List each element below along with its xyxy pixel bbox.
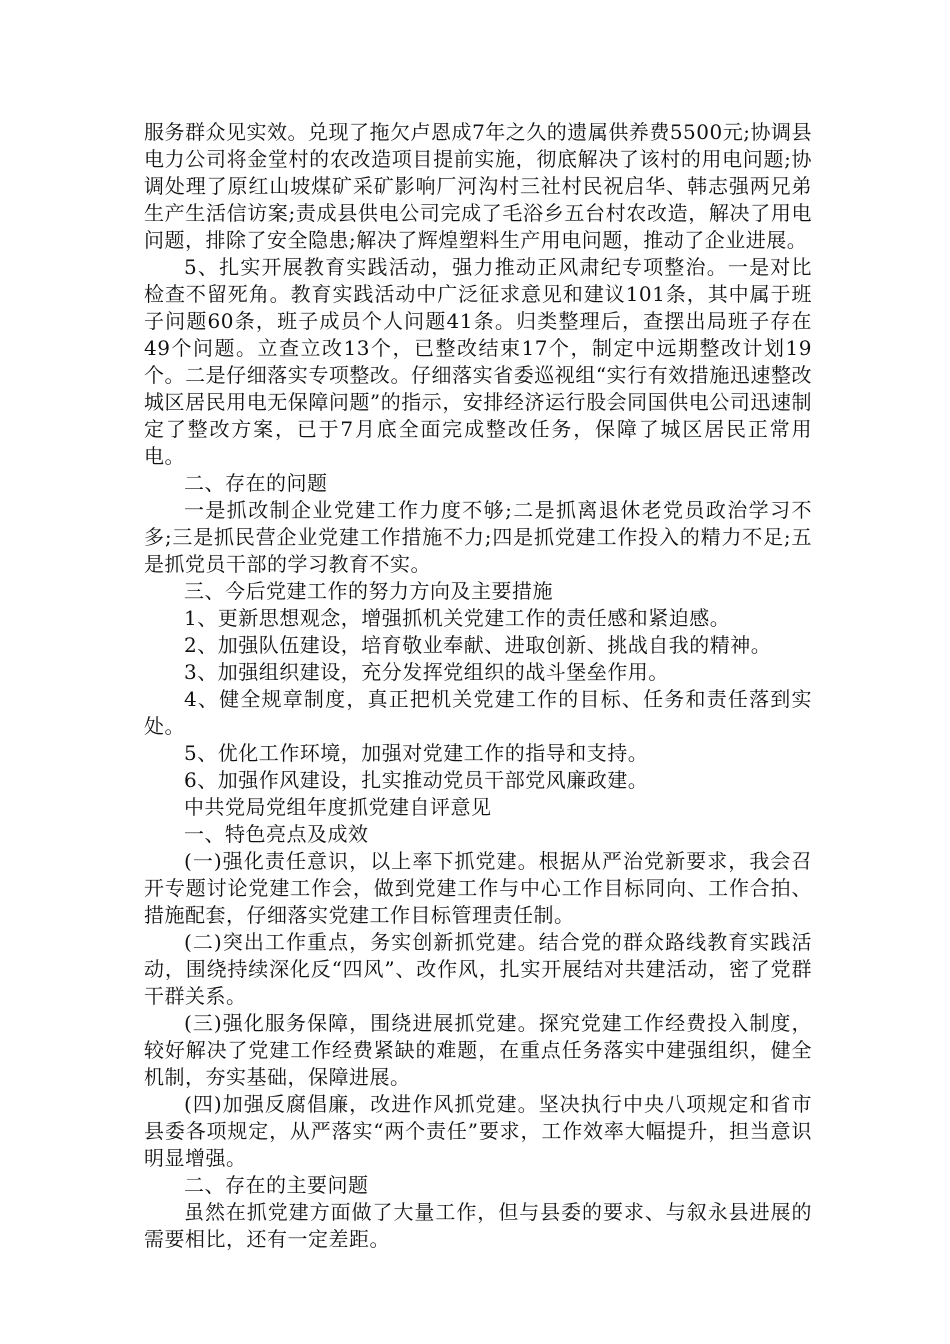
measure-item-1: 1、更新思想观念，增强抓机关党建工作的责任感和紧迫感。 (184, 606, 731, 630)
paragraph-continuation: 服务群众见实效。兑现了拖欠卢恩成7年之久的遗属供养费5500元;协调县电力公司将金堂村的农改造项目提前实施，彻底解决了该村的用电问题;协调处理了原红山坡煤矿采矿影响厂河沟村三社村民祝启华、韩志强两兄弟生产生活信访案;责成县供电公司完成了毛浴乡五台村农改造，解决了用电问题，排除了安全隐患;解决了辉煌塑料生产用电问题，推动了企业进展。 (144, 120, 812, 252)
section-heading-measures: 三、今后党建工作的努力方向及主要措施 (184, 579, 553, 603)
document-body (144, 119, 812, 1253)
highlight-item-3: (三)强化服务保障，围绕进展抓党建。探究党建工作经费投入制度，较好解决了党建工作经费紧缺的难题，在重点任务落实中建强组织，健全机制，夯实基础，保障进展。 (144, 1011, 812, 1089)
section-heading-highlights: 一、特色亮点及成效 (184, 822, 369, 846)
measure-item-5: 5、优化工作环境，加强对党建工作的指导和支持。 (184, 741, 649, 765)
section-heading-problems: 二、存在的问题 (184, 471, 328, 495)
document-subtitle: 中共党局党组年度抓党建自评意见 (184, 795, 492, 819)
paragraph-item-5: 5、扎实开展教育实践活动，强力推动正风肃纪专项整治。一是对比检查不留死角。教育实践活动中广泛征求意见和建议101条，其中属于班子问题60条，班子成员个人问题41条。归类整理后，查摆出局班子存在49个问题。立查立改13个，已整改结束17个，制定中远期整改计划19个。二是仔细落实专项整改。仔细落实省委巡视组“实行有效措施迅速整改城区居民用电无保障问题”的指示，安排经济运行股会同国供电公司迅速制定了整改方案，已于7月底全面完成整改任务，保障了城区居民正常用电。 (144, 255, 812, 468)
section-heading-main-problems: 二、存在的主要问题 (184, 1173, 369, 1197)
measure-item-4: 4、健全规章制度，真正把机关党建工作的目标、任务和责任落到实处。 (144, 687, 812, 738)
highlight-item-4: (四)加强反腐倡廉，改进作风抓党建。坚决执行中央八项规定和省市县委各项规定，从严落实“两个责任”要求，工作效率大幅提升，担当意识明显增强。 (144, 1092, 812, 1170)
paragraph-problems: 一是抓改制企业党建工作力度不够;二是抓离退休老党员政治学习不多;三是抓民营企业党建工作措施不力;四是抓党建工作投入的精力不足;五是抓党员干部的学习教育不实。 (144, 498, 812, 576)
measure-item-6: 6、加强作风建设，扎实推动党员干部党风廉政建。 (184, 768, 649, 792)
highlight-item-2: (二)突出工作重点，务实创新抓党建。结合党的群众路线教育实践活动，围绕持续深化反“四风”、改作风，扎实开展结对共建活动，密了党群干群关系。 (144, 930, 812, 1008)
highlight-item-1: (一)强化责任意识，以上率下抓党建。根据从严治党新要求，我会召开专题讨论党建工作会，做到党建工作与中心工作目标同向、工作合拍、措施配套，仔细落实党建工作目标管理责任制。 (144, 849, 812, 927)
measure-item-2: 2、加强队伍建设，培育敬业奉献、进取创新、挑战自我的精神。 (184, 633, 772, 657)
measure-item-3: 3、加强组织建设，充分发挥党组织的战斗堡垒作用。 (184, 660, 669, 684)
paragraph-main-problems: 虽然在抓党建方面做了大量工作，但与县委的要求、与叙永县进展的需要相比，还有一定差距。 (144, 1200, 812, 1251)
